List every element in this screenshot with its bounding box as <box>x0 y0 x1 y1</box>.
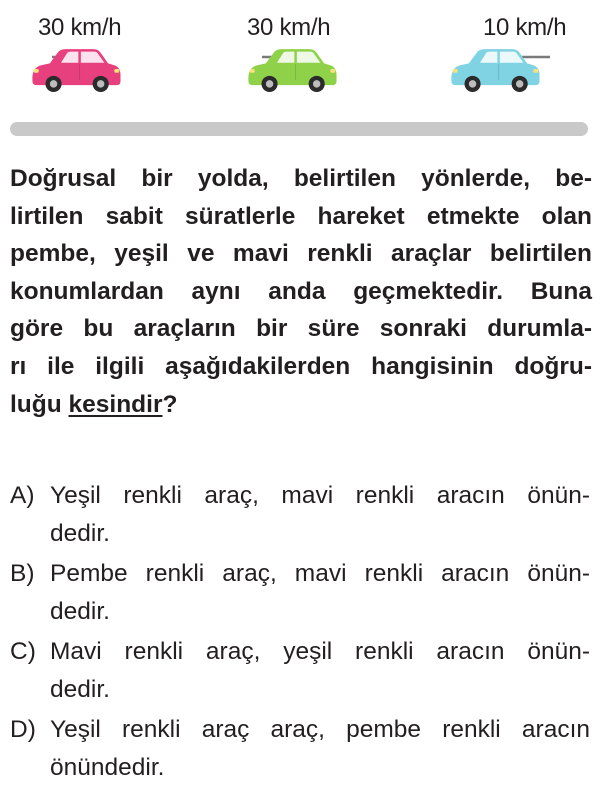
option-text: Yeşil renkli araç araç, pembe renkli aracın <box>50 716 590 743</box>
road <box>10 122 588 136</box>
option-text-continued: önündedir. <box>50 754 165 781</box>
option-letter: A) <box>10 482 35 509</box>
option-a[interactable] <box>10 477 590 553</box>
underlined-keyword: kesindir <box>68 390 163 418</box>
option-text: Mavi renkli araç, yeşil renkli aracın önün- <box>50 638 590 665</box>
blue-car-icon <box>451 49 539 92</box>
option-d[interactable] <box>10 711 590 787</box>
option-letter: C) <box>10 638 36 665</box>
question-line: pembe, yeşil ve mavi renkli araçlar belirtilen <box>10 240 592 268</box>
question-line: göre bu araçların bir süre sonraki durumla- <box>10 315 592 343</box>
option-text-continued: dedir. <box>50 676 110 703</box>
option-text: Yeşil renkli araç, mavi renkli aracın önün- <box>50 482 590 509</box>
question-last-line <box>10 386 592 424</box>
option-letter: D) <box>10 716 36 743</box>
option-c[interactable] <box>10 633 590 709</box>
question-last-prefix: luğu <box>10 390 69 418</box>
question-line: rı ile ilgili aşağıdakilerden hangisinin doğru- <box>10 352 592 380</box>
green-car-speed-label: 30 km/h <box>247 14 331 41</box>
question-line: konumlardan aynı anda geçmektedir. Buna <box>10 277 592 305</box>
option-text: Pembe renkli araç, mavi renkli aracın önün- <box>50 560 590 587</box>
scene-drawing <box>0 0 602 145</box>
green-car-icon <box>248 49 336 92</box>
pink-car-icon <box>32 49 120 92</box>
option-text-continued: dedir. <box>50 520 110 547</box>
option-letter: B) <box>10 560 35 587</box>
option-text-continued: dedir. <box>50 598 110 625</box>
motion-scene <box>0 0 602 145</box>
question-stem <box>10 160 592 423</box>
blue-car-speed-label: 10 km/h <box>483 14 567 41</box>
question-line: lirtilen sabit süratlerle hareket etmekte olan <box>10 202 592 230</box>
pink-car-speed-label: 30 km/h <box>38 14 122 41</box>
option-b[interactable] <box>10 555 590 631</box>
question-mark: ? <box>162 390 178 418</box>
question-line: Doğrusal bir yolda, belirtilen yönlerde, be- <box>10 165 592 192</box>
